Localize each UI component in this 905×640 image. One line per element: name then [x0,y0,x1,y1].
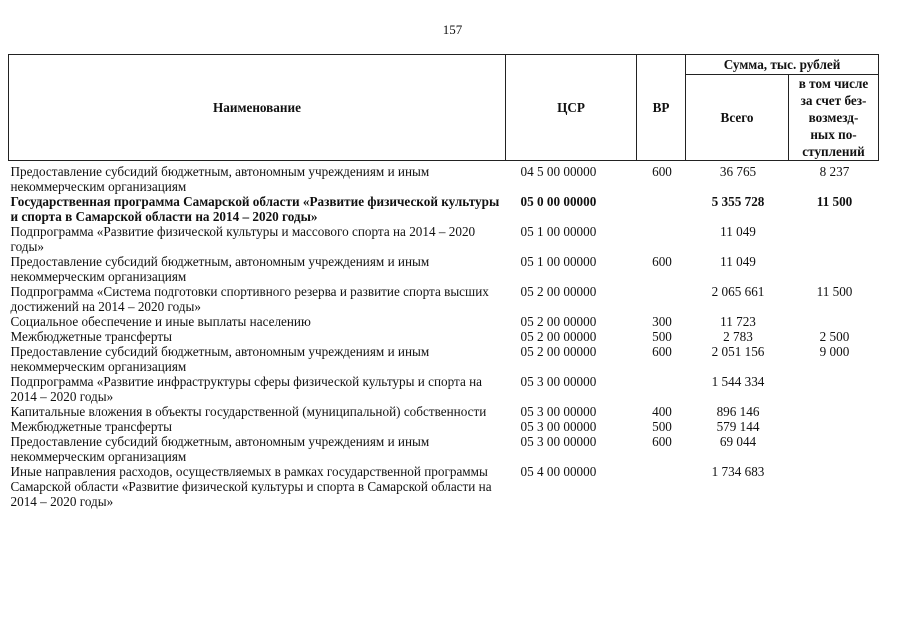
row-vr: 600 [652,254,672,269]
row-csr: 05 2 00 00000 [520,344,597,359]
row-vr: 400 [652,404,672,419]
row-free-receipts: 2 500 [819,329,850,344]
row-total: 11 049 [720,254,756,269]
header-free-receipts: в том числе за счет без- возмезд- ных по- ступлений [789,75,879,161]
row-total: 1 734 683 [711,464,765,479]
row-free-receipts [789,419,879,434]
row-total: 896 146 [716,404,760,419]
table-row [9,224,879,254]
row-free-receipts [789,434,879,464]
row-csr: 05 1 00 00000 [520,224,597,239]
table-row [9,404,879,419]
row-name: Подпрограмма «Развитие физической культуры и массового спорта на 2014 – 2020 годы» [10,224,476,254]
row-total: 36 765 [719,164,757,179]
row-name: Социальное обеспечение и иные выплаты населению [10,314,311,329]
header-csr: ЦСР [506,55,637,161]
row-vr: 500 [652,419,672,434]
row-free-receipts: 9 000 [819,344,850,359]
row-csr: 05 1 00 00000 [520,254,597,269]
row-total: 579 144 [716,419,760,434]
row-free-receipts [789,404,879,419]
table-row [9,419,879,434]
row-name: Предоставление субсидий бюджетным, автономным учреждениям и иным некоммерческим организациям [10,344,430,374]
row-free-receipts: 11 500 [816,284,853,299]
row-name: Предоставление субсидий бюджетным, автономным учреждениям и иным некоммерческим организациям [10,434,430,464]
table-row [9,464,879,509]
table-row [9,434,879,464]
row-total: 2 065 661 [711,284,765,299]
row-name: Капитальные вложения в объекты государственной (муниципальной) собственности [10,404,487,419]
table-row [9,284,879,314]
row-csr: 05 3 00 00000 [520,374,597,389]
row-free-receipts: 8 237 [819,164,850,179]
row-vr [637,464,686,509]
row-vr [637,374,686,404]
table-row [9,161,879,195]
row-vr [637,284,686,314]
row-csr: 05 2 00 00000 [520,329,597,344]
row-name: Государственная программа Самарской области «Развитие физической культуры и спорта в Самарской области на 2014 – 2020 годы» [10,194,500,224]
row-csr: 05 2 00 00000 [520,284,597,299]
header-name: Наименование [9,55,506,161]
budget-table [8,54,879,509]
row-csr: 05 3 00 00000 [520,419,597,434]
row-name: Подпрограмма «Система подготовки спортивного резерва и развитие спорта высших достижений на 2014 – 2020 годы» [10,284,489,314]
row-vr: 300 [652,314,672,329]
row-name: Межбюджетные трансферты [10,419,172,434]
table-body [9,161,879,510]
row-free-receipts [789,314,879,329]
row-vr [637,224,686,254]
row-csr: 05 0 00 00000 [520,194,597,209]
table-row [9,374,879,404]
row-name: Иные направления расходов, осуществляемых в рамках государственной программы Самарской области «Развитие физической культуры и спорта в Самарской области на 2014 – 2020 годы» [10,464,492,509]
table-row [9,194,879,224]
row-total: 5 355 728 [711,194,765,209]
table-row [9,254,879,284]
row-free-receipts [789,254,879,284]
page-number: 157 [442,22,463,37]
row-total: 1 544 334 [711,374,765,389]
row-total: 69 044 [719,434,757,449]
row-free-receipts: 11 500 [816,194,853,209]
row-csr: 05 2 00 00000 [520,314,597,329]
header-sum: Сумма, тыс. рублей [686,55,879,75]
row-total: 2 051 156 [711,344,765,359]
header-total: Всего [686,75,789,161]
row-name: Межбюджетные трансферты [10,329,172,344]
row-free-receipts [789,374,879,404]
row-total: 2 783 [723,329,753,344]
row-name: Предоставление субсидий бюджетным, автономным учреждениям и иным некоммерческим организациям [10,164,430,194]
row-csr: 05 3 00 00000 [520,434,597,449]
row-vr: 500 [652,329,672,344]
row-name: Подпрограмма «Развитие инфраструктуры сферы физической культуры и спорта на 2014 – 2020 годы» [10,374,483,404]
table-row [9,329,879,344]
row-vr [637,194,686,224]
row-free-receipts [789,224,879,254]
row-total: 11 049 [720,224,756,239]
row-total: 11 723 [720,314,756,329]
table-row [9,314,879,329]
row-name: Предоставление субсидий бюджетным, автономным учреждениям и иным некоммерческим организациям [10,254,430,284]
row-csr: 05 3 00 00000 [520,404,597,419]
row-vr: 600 [652,164,672,179]
table-row [9,344,879,374]
row-free-receipts [789,464,879,509]
row-csr: 05 4 00 00000 [520,464,597,479]
row-vr: 600 [652,434,672,449]
row-vr: 600 [652,344,672,359]
row-csr: 04 5 00 00000 [520,164,597,179]
header-vr: ВР [637,55,686,161]
